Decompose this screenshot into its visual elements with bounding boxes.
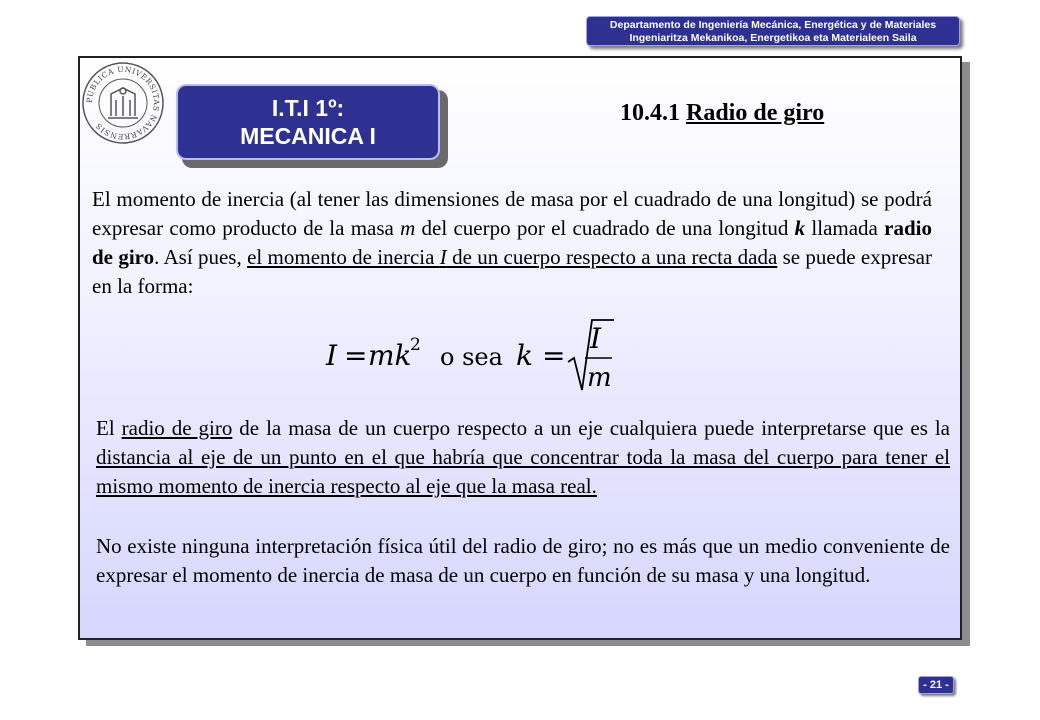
p2-underlined-1: radio de giro: [121, 416, 233, 440]
page-number: - 21 -: [918, 676, 954, 694]
department-name-eu: Ingeniaritza Mekanikoa, Energetikoa eta Materialeen Saila: [629, 32, 917, 44]
formula-exponent: 2: [410, 335, 421, 355]
section-title-text: Radio de giro: [686, 100, 825, 126]
p1-text-4: . Así pues,: [154, 245, 248, 269]
course-badge-line2: MECANICA I: [240, 123, 376, 149]
p1-underlined-2: de un cuerpo respecto a una recta dada: [446, 245, 778, 269]
p1-text-5: se puede expresar en la forma:: [92, 245, 933, 298]
formula-osea: o sea: [440, 343, 503, 371]
section-title: [620, 100, 824, 127]
formula-numerator: I: [590, 322, 602, 355]
formula-k: k: [516, 339, 533, 372]
p1-mass-symbol: m: [400, 216, 416, 240]
course-badge-line1: I.T.I 1º:: [271, 95, 345, 121]
p1-text-3: llamada: [805, 216, 885, 240]
p1-underlined-symbol: I: [439, 245, 447, 269]
p1-bold-term: radio de giro: [92, 216, 932, 269]
p1-text-2: del cuerpo por el cuadrado de una longitud: [415, 216, 795, 240]
p2-text-2: de la masa de un cuerpo respecto a un eje cualquiera puede interpretarse que es la: [232, 416, 950, 440]
p2-text-1: El: [96, 416, 122, 440]
formula-denominator: m: [587, 363, 612, 393]
formula-equals: =: [344, 339, 368, 372]
formula-mk: mk: [368, 339, 412, 372]
department-name-es: Departamento de Ingeniería Mecánica, Energética y de Materiales: [609, 19, 937, 31]
formula-I: I: [326, 339, 338, 372]
formula-equals-2: =: [542, 339, 566, 372]
section-number: 10.4.1: [620, 100, 680, 126]
paragraph-definition: [92, 185, 932, 301]
paragraph-interpretation: [96, 414, 950, 501]
p1-k-symbol: k: [794, 216, 806, 240]
p1-text-1: El momento de inercia (al tener las dimensiones de masa por el cuadrado de una longitud) se podrá expresar como producto de la masa: [92, 187, 932, 240]
seal-text: PUBLICA UNIVERSITAS NAVARRENSIS: [84, 64, 162, 142]
p2-underlined-2: distancia al eje de un punto en el que habría que concentrar toda la masa del cuerpo para tener el mismo momento de inercia respecto al eje que la masa real.: [96, 445, 950, 498]
paragraph-note: No existe ninguna interpretación física útil del radio de giro; no es más que un medio conveniente de expresar el momento de inercia de masa de un cuerpo en función de su masa y una longitud.: [96, 534, 950, 587]
course-badge: [176, 84, 440, 160]
department-header: [586, 16, 960, 46]
radius-of-gyration-formula: [318, 318, 648, 392]
p1-underlined-1: el momento de inercia: [247, 245, 440, 269]
university-seal-logo: [80, 60, 166, 146]
